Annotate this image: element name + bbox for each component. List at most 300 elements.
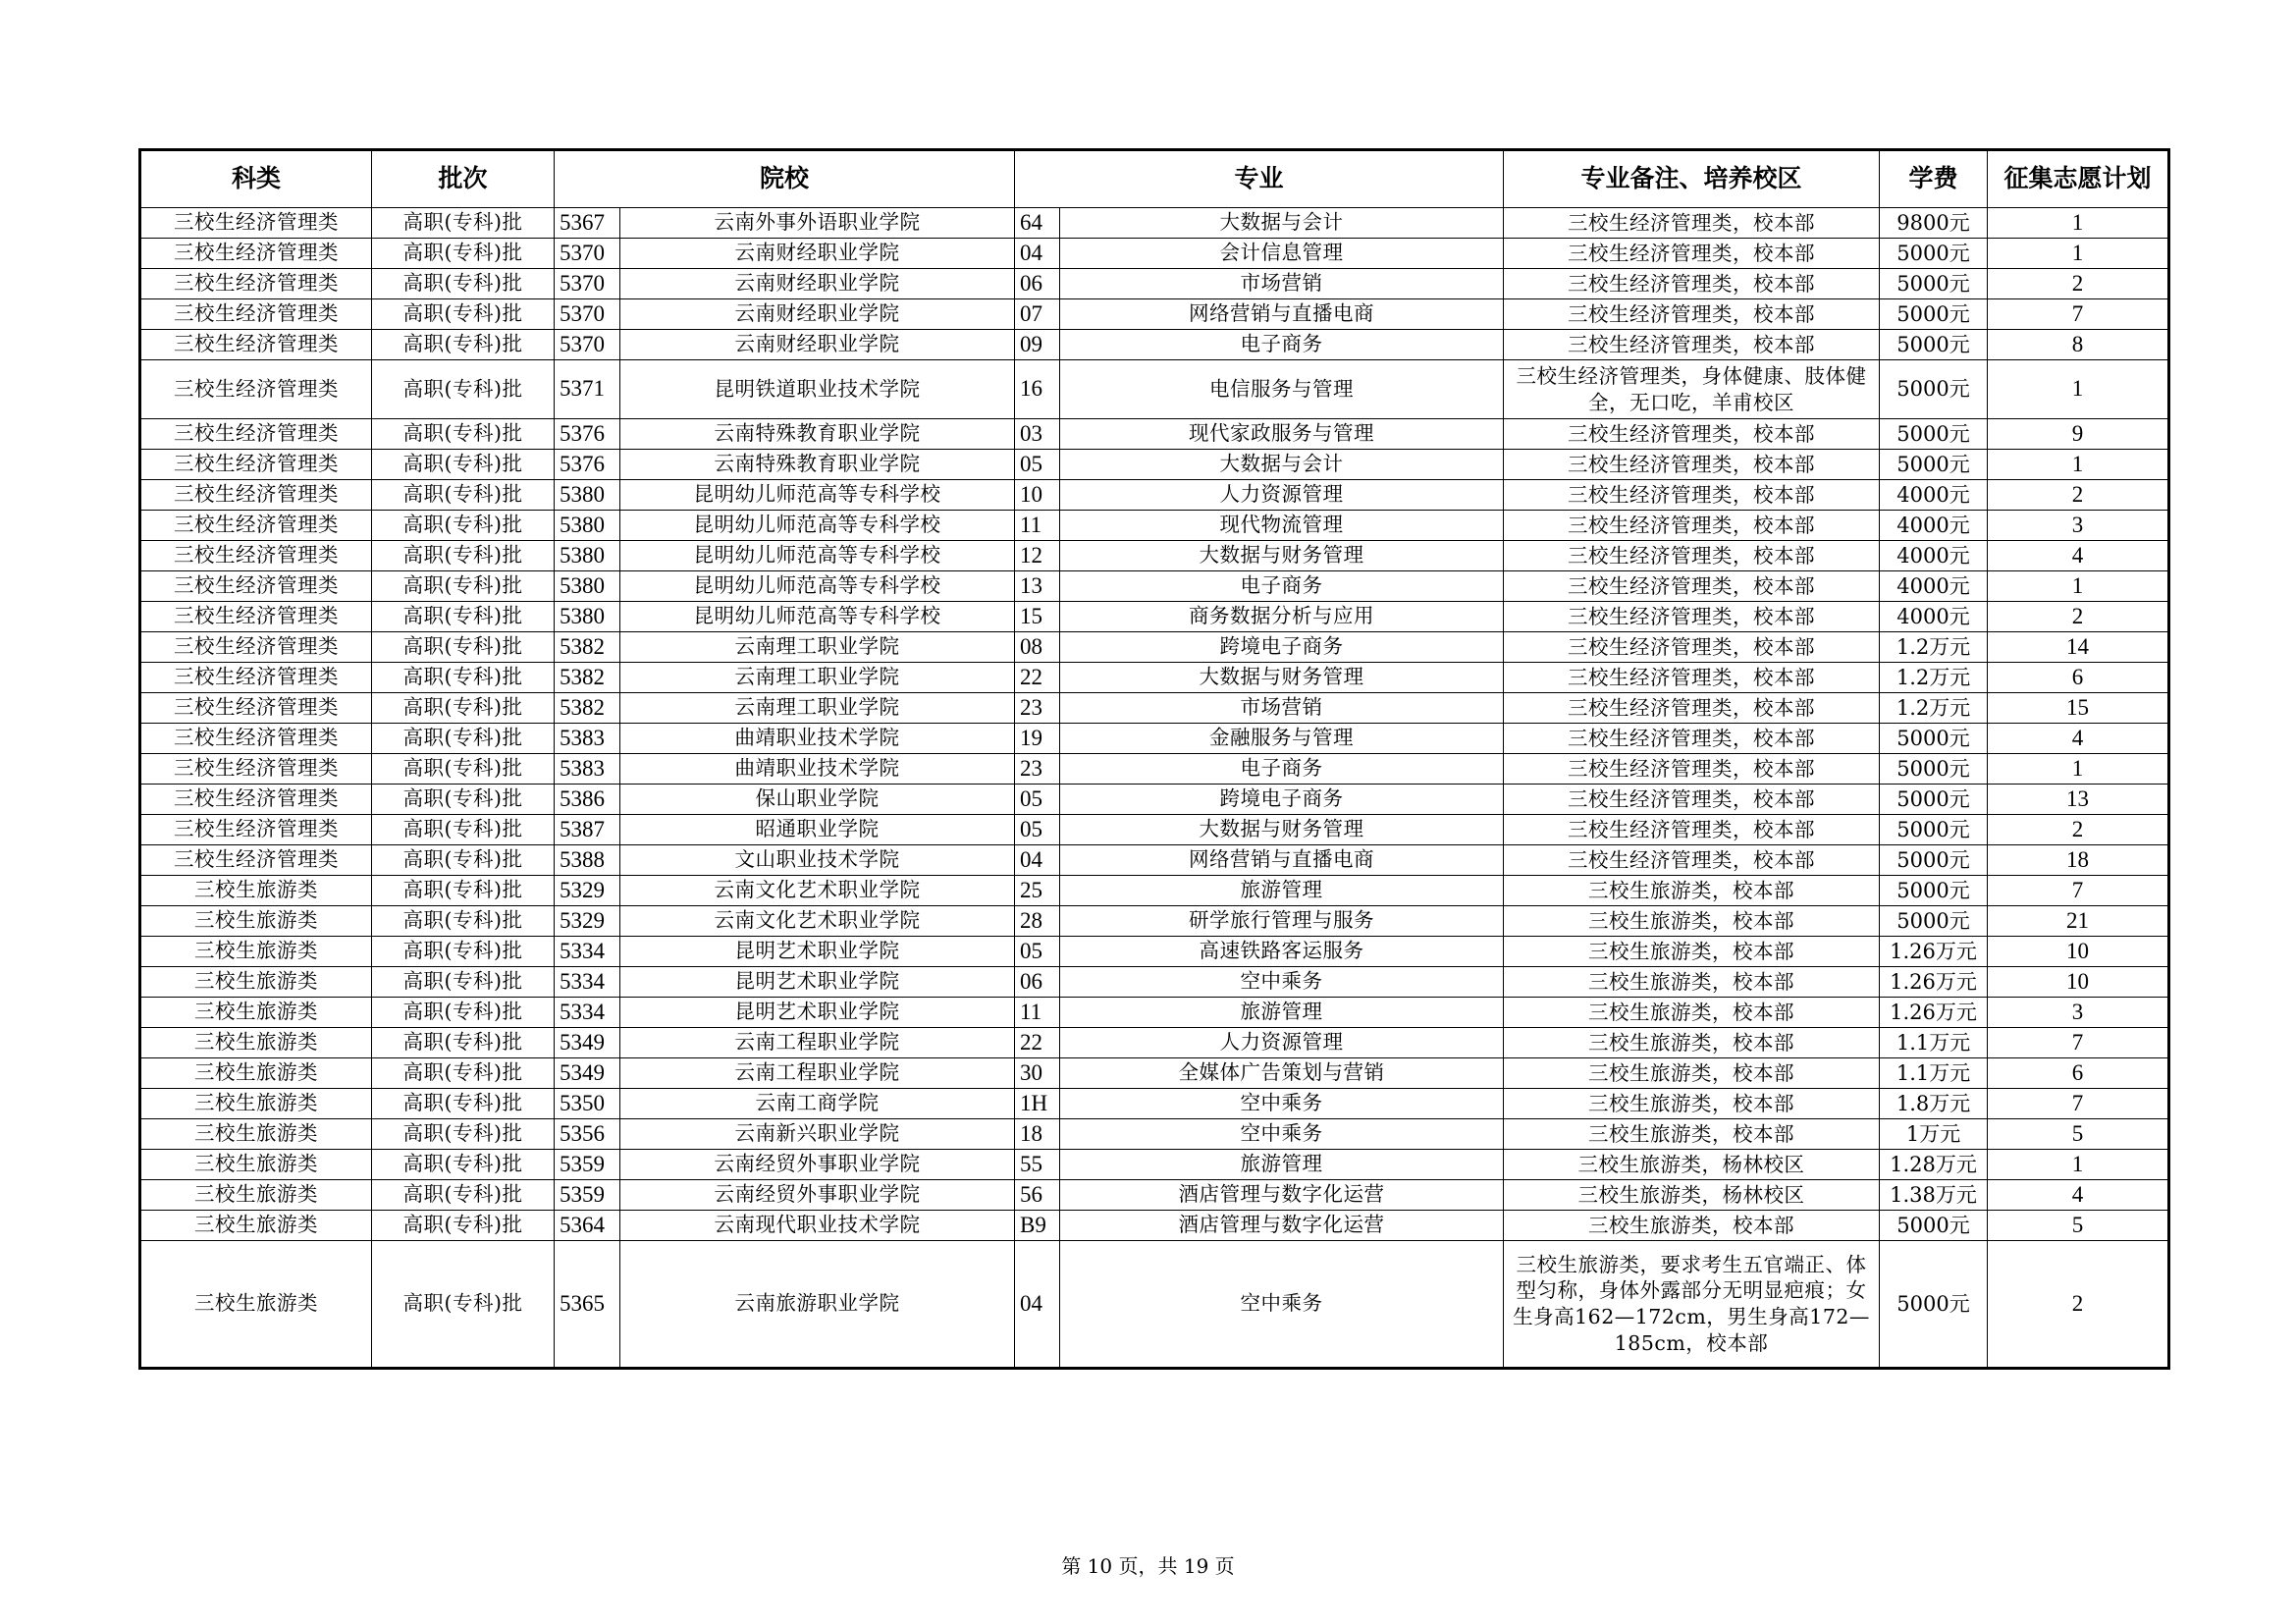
school-code-cell: 5370	[555, 239, 620, 269]
school-code-cell: 5370	[555, 269, 620, 299]
batch-cell: 高职(专科)批	[372, 419, 555, 450]
major-cell: 大数据与财务管理	[1060, 815, 1504, 845]
table-body	[140, 208, 2169, 1369]
header-category: 科类	[140, 150, 372, 208]
table-row	[140, 998, 2169, 1028]
major-code-cell: 19	[1015, 724, 1060, 754]
plan-cell: 4	[1988, 541, 2169, 571]
school-code-cell: 5329	[555, 906, 620, 937]
school-code-cell: 5365	[555, 1241, 620, 1369]
major-cell: 旅游管理	[1060, 1150, 1504, 1180]
category-cell: 三校生经济管理类	[140, 299, 372, 330]
school-cell: 云南财经职业学院	[620, 330, 1015, 360]
note-cell: 三校生旅游类，校本部	[1504, 1028, 1880, 1058]
fee-cell: 5000元	[1880, 239, 1988, 269]
school-code-cell: 5364	[555, 1211, 620, 1241]
plan-cell: 7	[1988, 299, 2169, 330]
note-cell: 三校生经济管理类，校本部	[1504, 693, 1880, 724]
note-cell: 三校生经济管理类，身体健康、肢体健全，无口吃，羊甫校区	[1504, 360, 1880, 419]
table-row	[140, 724, 2169, 754]
batch-cell: 高职(专科)批	[372, 815, 555, 845]
table-row	[140, 511, 2169, 541]
category-cell: 三校生旅游类	[140, 998, 372, 1028]
plan-cell: 13	[1988, 785, 2169, 815]
table-row	[140, 269, 2169, 299]
school-cell: 云南经贸外事职业学院	[620, 1180, 1015, 1211]
major-code-cell: 16	[1015, 360, 1060, 419]
table-row	[140, 1180, 2169, 1211]
major-code-cell: 05	[1015, 937, 1060, 967]
table-row	[140, 693, 2169, 724]
category-cell: 三校生旅游类	[140, 967, 372, 998]
table-row	[140, 967, 2169, 998]
batch-cell: 高职(专科)批	[372, 511, 555, 541]
category-cell: 三校生经济管理类	[140, 208, 372, 239]
plan-cell: 7	[1988, 1028, 2169, 1058]
table-row	[140, 571, 2169, 602]
school-code-cell: 5380	[555, 571, 620, 602]
school-cell: 云南理工职业学院	[620, 693, 1015, 724]
major-cell: 跨境电子商务	[1060, 632, 1504, 663]
major-code-cell: 04	[1015, 1241, 1060, 1369]
major-code-cell: 05	[1015, 450, 1060, 480]
table-row	[140, 1089, 2169, 1119]
plan-cell: 1	[1988, 239, 2169, 269]
table-row	[140, 815, 2169, 845]
school-cell: 云南外事外语职业学院	[620, 208, 1015, 239]
school-code-cell: 5387	[555, 815, 620, 845]
major-cell: 会计信息管理	[1060, 239, 1504, 269]
school-cell: 曲靖职业技术学院	[620, 724, 1015, 754]
fee-cell: 5000元	[1880, 845, 1988, 876]
note-cell: 三校生经济管理类，校本部	[1504, 815, 1880, 845]
school-cell: 昆明铁道职业技术学院	[620, 360, 1015, 419]
school-cell: 昆明幼儿师范高等专科学校	[620, 511, 1015, 541]
school-cell: 云南理工职业学院	[620, 632, 1015, 663]
fee-cell: 1.26万元	[1880, 967, 1988, 998]
school-cell: 保山职业学院	[620, 785, 1015, 815]
fee-cell: 1.38万元	[1880, 1180, 1988, 1211]
category-cell: 三校生旅游类	[140, 906, 372, 937]
major-cell: 人力资源管理	[1060, 1028, 1504, 1058]
plan-cell: 10	[1988, 937, 2169, 967]
table-row	[140, 876, 2169, 906]
fee-cell: 5000元	[1880, 724, 1988, 754]
plan-cell: 4	[1988, 724, 2169, 754]
batch-cell: 高职(专科)批	[372, 754, 555, 785]
category-cell: 三校生经济管理类	[140, 785, 372, 815]
category-cell: 三校生经济管理类	[140, 419, 372, 450]
note-cell: 三校生经济管理类，校本部	[1504, 571, 1880, 602]
plan-cell: 1	[1988, 208, 2169, 239]
table-row	[140, 480, 2169, 511]
school-cell: 文山职业技术学院	[620, 845, 1015, 876]
header-batch: 批次	[372, 150, 555, 208]
category-cell: 三校生旅游类	[140, 1180, 372, 1211]
batch-cell: 高职(专科)批	[372, 785, 555, 815]
major-cell: 研学旅行管理与服务	[1060, 906, 1504, 937]
fee-cell: 4000元	[1880, 571, 1988, 602]
batch-cell: 高职(专科)批	[372, 480, 555, 511]
table-row	[140, 785, 2169, 815]
batch-cell: 高职(专科)批	[372, 330, 555, 360]
major-cell: 市场营销	[1060, 693, 1504, 724]
major-cell: 空中乘务	[1060, 1119, 1504, 1150]
fee-cell: 5000元	[1880, 906, 1988, 937]
major-code-cell: 64	[1015, 208, 1060, 239]
note-cell: 三校生经济管理类，校本部	[1504, 724, 1880, 754]
note-cell: 三校生旅游类，校本部	[1504, 876, 1880, 906]
note-cell: 三校生经济管理类，校本部	[1504, 632, 1880, 663]
note-cell: 三校生经济管理类，校本部	[1504, 239, 1880, 269]
batch-cell: 高职(专科)批	[372, 1089, 555, 1119]
header-major: 专业	[1015, 150, 1504, 208]
school-cell: 云南新兴职业学院	[620, 1119, 1015, 1150]
table-row	[140, 906, 2169, 937]
fee-cell: 1.2万元	[1880, 663, 1988, 693]
category-cell: 三校生经济管理类	[140, 724, 372, 754]
category-cell: 三校生经济管理类	[140, 269, 372, 299]
major-cell: 酒店管理与数字化运营	[1060, 1180, 1504, 1211]
major-code-cell: 23	[1015, 693, 1060, 724]
plan-cell: 10	[1988, 967, 2169, 998]
fee-cell: 5000元	[1880, 330, 1988, 360]
plan-cell: 3	[1988, 511, 2169, 541]
fee-cell: 4000元	[1880, 480, 1988, 511]
school-cell: 昆明艺术职业学院	[620, 967, 1015, 998]
note-cell: 三校生旅游类，校本部	[1504, 937, 1880, 967]
batch-cell: 高职(专科)批	[372, 876, 555, 906]
page-number: 第 10 页，共 19 页	[1061, 1554, 1235, 1578]
note-cell: 三校生旅游类，校本部	[1504, 906, 1880, 937]
plan-cell: 9	[1988, 419, 2169, 450]
category-cell: 三校生经济管理类	[140, 663, 372, 693]
school-cell: 昆明艺术职业学院	[620, 937, 1015, 967]
batch-cell: 高职(专科)批	[372, 602, 555, 632]
table-row	[140, 663, 2169, 693]
category-cell: 三校生旅游类	[140, 1241, 372, 1369]
category-cell: 三校生旅游类	[140, 1119, 372, 1150]
header-school: 院校	[555, 150, 1015, 208]
batch-cell: 高职(专科)批	[372, 239, 555, 269]
table-row	[140, 1150, 2169, 1180]
fee-cell: 1.26万元	[1880, 998, 1988, 1028]
note-cell: 三校生旅游类，校本部	[1504, 1058, 1880, 1089]
batch-cell: 高职(专科)批	[372, 724, 555, 754]
batch-cell: 高职(专科)批	[372, 299, 555, 330]
category-cell: 三校生经济管理类	[140, 602, 372, 632]
plan-cell: 14	[1988, 632, 2169, 663]
batch-cell: 高职(专科)批	[372, 1241, 555, 1369]
table-row	[140, 632, 2169, 663]
note-cell: 三校生旅游类，校本部	[1504, 1211, 1880, 1241]
table-row	[140, 208, 2169, 239]
plan-cell: 7	[1988, 1089, 2169, 1119]
major-cell: 旅游管理	[1060, 876, 1504, 906]
fee-cell: 4000元	[1880, 511, 1988, 541]
note-cell: 三校生经济管理类，校本部	[1504, 208, 1880, 239]
school-cell: 昆明幼儿师范高等专科学校	[620, 541, 1015, 571]
fee-cell: 1.1万元	[1880, 1058, 1988, 1089]
school-code-cell: 5356	[555, 1119, 620, 1150]
plan-cell: 1	[1988, 754, 2169, 785]
table-row	[140, 602, 2169, 632]
major-code-cell: 15	[1015, 602, 1060, 632]
school-cell: 云南文化艺术职业学院	[620, 906, 1015, 937]
category-cell: 三校生经济管理类	[140, 330, 372, 360]
major-cell: 空中乘务	[1060, 967, 1504, 998]
school-code-cell: 5350	[555, 1089, 620, 1119]
note-cell: 三校生经济管理类，校本部	[1504, 299, 1880, 330]
major-cell: 电子商务	[1060, 571, 1504, 602]
major-code-cell: 11	[1015, 998, 1060, 1028]
fee-cell: 4000元	[1880, 541, 1988, 571]
major-code-cell: 05	[1015, 785, 1060, 815]
plan-cell: 4	[1988, 1180, 2169, 1211]
fee-cell: 5000元	[1880, 785, 1988, 815]
major-code-cell: 22	[1015, 1028, 1060, 1058]
admission-plan-table	[138, 148, 2170, 1370]
major-code-cell: 03	[1015, 419, 1060, 450]
major-cell: 电子商务	[1060, 754, 1504, 785]
table-row	[140, 239, 2169, 269]
school-cell: 云南工程职业学院	[620, 1028, 1015, 1058]
school-code-cell: 5380	[555, 541, 620, 571]
school-cell: 云南特殊教育职业学院	[620, 419, 1015, 450]
fee-cell: 5000元	[1880, 1211, 1988, 1241]
school-cell: 云南工商学院	[620, 1089, 1015, 1119]
school-code-cell: 5334	[555, 998, 620, 1028]
major-cell: 酒店管理与数字化运营	[1060, 1211, 1504, 1241]
batch-cell: 高职(专科)批	[372, 1058, 555, 1089]
plan-cell: 7	[1988, 876, 2169, 906]
note-cell: 三校生经济管理类，校本部	[1504, 663, 1880, 693]
school-code-cell: 5380	[555, 480, 620, 511]
major-cell: 空中乘务	[1060, 1089, 1504, 1119]
category-cell: 三校生经济管理类	[140, 541, 372, 571]
major-cell: 金融服务与管理	[1060, 724, 1504, 754]
fee-cell: 5000元	[1880, 1241, 1988, 1369]
major-code-cell: 30	[1015, 1058, 1060, 1089]
table-row	[140, 360, 2169, 419]
major-cell: 现代物流管理	[1060, 511, 1504, 541]
major-code-cell: 18	[1015, 1119, 1060, 1150]
fee-cell: 5000元	[1880, 754, 1988, 785]
batch-cell: 高职(专科)批	[372, 1211, 555, 1241]
plan-cell: 8	[1988, 330, 2169, 360]
table-row	[140, 1211, 2169, 1241]
note-cell: 三校生经济管理类，校本部	[1504, 754, 1880, 785]
category-cell: 三校生经济管理类	[140, 845, 372, 876]
school-code-cell: 5383	[555, 724, 620, 754]
plan-cell: 1	[1988, 571, 2169, 602]
table-row	[140, 419, 2169, 450]
fee-cell: 1.26万元	[1880, 937, 1988, 967]
major-code-cell: 08	[1015, 632, 1060, 663]
fee-cell: 5000元	[1880, 419, 1988, 450]
category-cell: 三校生旅游类	[140, 876, 372, 906]
fee-cell: 5000元	[1880, 450, 1988, 480]
major-cell: 跨境电子商务	[1060, 785, 1504, 815]
plan-cell: 6	[1988, 1058, 2169, 1089]
category-cell: 三校生旅游类	[140, 1211, 372, 1241]
plan-cell: 1	[1988, 360, 2169, 419]
plan-cell: 6	[1988, 663, 2169, 693]
school-code-cell: 5382	[555, 693, 620, 724]
note-cell: 三校生经济管理类，校本部	[1504, 419, 1880, 450]
batch-cell: 高职(专科)批	[372, 937, 555, 967]
fee-cell: 5000元	[1880, 815, 1988, 845]
major-code-cell: 06	[1015, 269, 1060, 299]
major-code-cell: 06	[1015, 967, 1060, 998]
school-code-cell: 5376	[555, 419, 620, 450]
table-row	[140, 1119, 2169, 1150]
school-cell: 昆明幼儿师范高等专科学校	[620, 602, 1015, 632]
major-cell: 现代家政服务与管理	[1060, 419, 1504, 450]
major-code-cell: 07	[1015, 299, 1060, 330]
table-row	[140, 541, 2169, 571]
school-code-cell: 5382	[555, 663, 620, 693]
school-code-cell: 5349	[555, 1028, 620, 1058]
batch-cell: 高职(专科)批	[372, 450, 555, 480]
school-cell: 昭通职业学院	[620, 815, 1015, 845]
table-row	[140, 937, 2169, 967]
school-code-cell: 5382	[555, 632, 620, 663]
note-cell: 三校生经济管理类，校本部	[1504, 511, 1880, 541]
plan-cell: 15	[1988, 693, 2169, 724]
major-code-cell: 12	[1015, 541, 1060, 571]
fee-cell: 1.2万元	[1880, 693, 1988, 724]
major-code-cell: 10	[1015, 480, 1060, 511]
category-cell: 三校生经济管理类	[140, 360, 372, 419]
batch-cell: 高职(专科)批	[372, 208, 555, 239]
fee-cell: 9800元	[1880, 208, 1988, 239]
major-cell: 大数据与会计	[1060, 450, 1504, 480]
table-row	[140, 299, 2169, 330]
fee-cell: 1.28万元	[1880, 1150, 1988, 1180]
note-cell: 三校生经济管理类，校本部	[1504, 480, 1880, 511]
plan-cell: 5	[1988, 1119, 2169, 1150]
school-code-cell: 5388	[555, 845, 620, 876]
school-cell: 云南经贸外事职业学院	[620, 1150, 1015, 1180]
note-cell: 三校生经济管理类，校本部	[1504, 845, 1880, 876]
plan-cell: 2	[1988, 1241, 2169, 1369]
major-cell: 全媒体广告策划与营销	[1060, 1058, 1504, 1089]
table-row	[140, 1058, 2169, 1089]
batch-cell: 高职(专科)批	[372, 360, 555, 419]
category-cell: 三校生经济管理类	[140, 480, 372, 511]
major-cell: 高速铁路客运服务	[1060, 937, 1504, 967]
major-code-cell: 13	[1015, 571, 1060, 602]
batch-cell: 高职(专科)批	[372, 571, 555, 602]
category-cell: 三校生旅游类	[140, 1028, 372, 1058]
school-code-cell: 5376	[555, 450, 620, 480]
category-cell: 三校生经济管理类	[140, 450, 372, 480]
major-cell: 网络营销与直播电商	[1060, 299, 1504, 330]
school-cell: 云南财经职业学院	[620, 269, 1015, 299]
plan-cell: 1	[1988, 450, 2169, 480]
note-cell: 三校生经济管理类，校本部	[1504, 785, 1880, 815]
batch-cell: 高职(专科)批	[372, 541, 555, 571]
table-row	[140, 845, 2169, 876]
school-cell: 昆明艺术职业学院	[620, 998, 1015, 1028]
school-cell: 云南旅游职业学院	[620, 1241, 1015, 1369]
plan-cell: 1	[1988, 1150, 2169, 1180]
major-cell: 人力资源管理	[1060, 480, 1504, 511]
school-code-cell: 5334	[555, 937, 620, 967]
major-code-cell: B9	[1015, 1211, 1060, 1241]
major-cell: 市场营销	[1060, 269, 1504, 299]
header-note: 专业备注、培养校区	[1504, 150, 1880, 208]
note-cell: 三校生旅游类，杨林校区	[1504, 1180, 1880, 1211]
major-code-cell: 05	[1015, 815, 1060, 845]
table-row	[140, 1028, 2169, 1058]
category-cell: 三校生经济管理类	[140, 693, 372, 724]
plan-cell: 21	[1988, 906, 2169, 937]
category-cell: 三校生旅游类	[140, 1150, 372, 1180]
batch-cell: 高职(专科)批	[372, 693, 555, 724]
major-cell: 网络营销与直播电商	[1060, 845, 1504, 876]
major-code-cell: 04	[1015, 239, 1060, 269]
school-code-cell: 5383	[555, 754, 620, 785]
major-cell: 空中乘务	[1060, 1241, 1504, 1369]
major-cell: 电信服务与管理	[1060, 360, 1504, 419]
note-cell: 三校生经济管理类，校本部	[1504, 602, 1880, 632]
major-code-cell: 09	[1015, 330, 1060, 360]
category-cell: 三校生经济管理类	[140, 511, 372, 541]
school-cell: 云南财经职业学院	[620, 299, 1015, 330]
major-cell: 大数据与财务管理	[1060, 541, 1504, 571]
table-row	[140, 754, 2169, 785]
category-cell: 三校生经济管理类	[140, 632, 372, 663]
plan-cell: 2	[1988, 602, 2169, 632]
plan-cell: 5	[1988, 1211, 2169, 1241]
note-cell: 三校生旅游类，校本部	[1504, 1089, 1880, 1119]
school-code-cell: 5370	[555, 330, 620, 360]
fee-cell: 4000元	[1880, 602, 1988, 632]
category-cell: 三校生经济管理类	[140, 815, 372, 845]
batch-cell: 高职(专科)批	[372, 906, 555, 937]
school-cell: 云南财经职业学院	[620, 239, 1015, 269]
header-row	[140, 150, 2169, 208]
major-code-cell: 56	[1015, 1180, 1060, 1211]
batch-cell: 高职(专科)批	[372, 845, 555, 876]
school-cell: 云南现代职业技术学院	[620, 1211, 1015, 1241]
major-code-cell: 28	[1015, 906, 1060, 937]
school-code-cell: 5380	[555, 511, 620, 541]
major-code-cell: 23	[1015, 754, 1060, 785]
fee-cell: 1.8万元	[1880, 1089, 1988, 1119]
header-plan: 征集志愿计划	[1988, 150, 2169, 208]
category-cell: 三校生经济管理类	[140, 754, 372, 785]
school-code-cell: 5359	[555, 1180, 620, 1211]
category-cell: 三校生旅游类	[140, 1089, 372, 1119]
batch-cell: 高职(专科)批	[372, 967, 555, 998]
note-cell: 三校生经济管理类，校本部	[1504, 330, 1880, 360]
batch-cell: 高职(专科)批	[372, 1119, 555, 1150]
note-cell: 三校生旅游类，校本部	[1504, 1119, 1880, 1150]
note-cell: 三校生旅游类，校本部	[1504, 967, 1880, 998]
fee-cell: 1.2万元	[1880, 632, 1988, 663]
school-cell: 云南理工职业学院	[620, 663, 1015, 693]
note-cell: 三校生经济管理类，校本部	[1504, 269, 1880, 299]
note-cell: 三校生经济管理类，校本部	[1504, 541, 1880, 571]
school-cell: 云南文化艺术职业学院	[620, 876, 1015, 906]
batch-cell: 高职(专科)批	[372, 632, 555, 663]
fee-cell: 5000元	[1880, 876, 1988, 906]
school-code-cell: 5371	[555, 360, 620, 419]
school-cell: 云南工程职业学院	[620, 1058, 1015, 1089]
